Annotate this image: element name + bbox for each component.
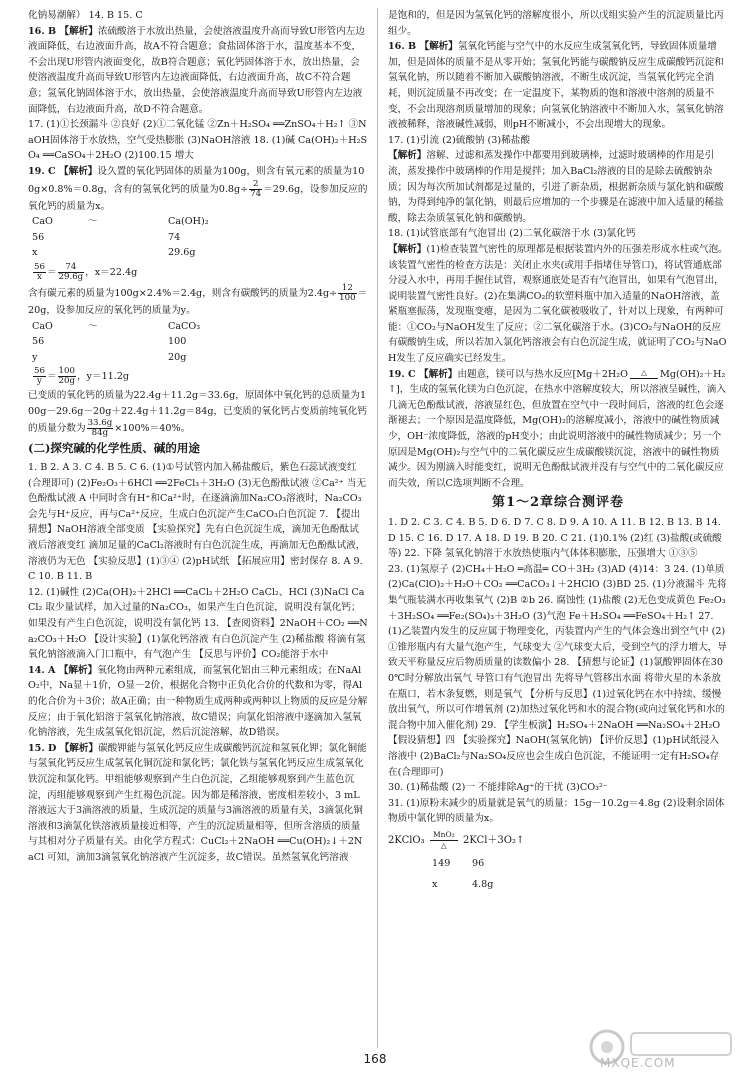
calc-row: CaO ～ CaCO₃ [32, 320, 201, 332]
right-column [388, 8, 728, 893]
calc-block-1 [32, 214, 368, 282]
reaction-condition: MnO₂ △ [430, 831, 458, 850]
mass-row: 149 96 [432, 857, 485, 869]
fraction-1: $\frac{2}{74}$ [250, 178, 262, 199]
left-q15: 15. D 【解析】碳酸钾能与氢氧化钙反应生成碳酸钙沉淀和氢氧化钾；氯化铜能与氢氧化钙反应生成氢氧化铜沉淀和氯化钙；氯化铁与氢氧化钙反应生成氢氧化铁沉淀和氯化钙。甲组能够观察到产生白色沉淀，乙组能够观察到产生蓝色沉淀，丙组能够观察到产生红褐色沉淀。因为都是稀溶液，密度相差较小，3 mL溶液远大于3滴溶液的质量，生成沉淀的质量与3滴溶液的质量有关，3滴氯化铜溶液和3滴氯化铁溶液质量接近相等，产生的沉淀质量相等，但所含溶质的质量与其相对分子质量有关。由化学方程式：CuCl₂＋2NaOH ══Cu(OH)₂↓＋2NaCl 可知，滴加3滴氢氧化钠溶液产生沉淀多，故C错误。虽然氢氧化钙溶液 [28, 742, 367, 863]
calc-row: CaO ～ Ca(OH)₂ [32, 216, 209, 228]
left-q16-text: 浓硫酸溶于水放出热量，会使溶液温度升高而导致U形管内左边液面降低，右边液面升高，故A不符合题意；食盐固体溶于水，温度基本不变，不会出现U形管内液面变化，故B符合题意；氧化钙固体溶于水，放出热量，会使溶液温度升高而导致U形管内左边液面降低，右边液面升高，故C不符合题意；氢氧化钠固体溶于水，放出热量，会使溶液温度升高而导致U形管内左边液面降低，右边液面升高，故D不符合题意。 [28, 25, 365, 115]
section2-answers-1: 1. B 2. A 3. C 4. B 5. C 6. (1)①号试管内加入稀盐酸后，紫色石蕊试液变红(合理即可) (2)Fe₂O₃＋6HCl ══2FeCl₃＋3H₂O (3)无色酚酞试液 ②Ca²⁺ 当无色酚酞试液 A 中同时含有H⁺和Ca²⁺时，在逐滴滴加Na₂CO₃溶液时，Na₂CO₃会先与H⁺反应，再与Ca²⁺反应，生成白色沉淀产生CaCO₃白色沉淀 7. 【提出猜想】NaOH溶液全部变质 【实验探究】先有白色沉淀生成，滴加无色酚酞试液后溶液变红 滴加足量的CaCl₂溶液时有白色沉淀生成，再滴加无色酚酞试液，溶液仍为无色 【实验反思】(1)③④ (2)pH试纸 【拓展应用】密封保存 8. A 9. C 10. B 11. B [28, 462, 366, 583]
page-number: 168 [363, 1052, 387, 1066]
right-q19: 19. C 【解析】由题意，镁可以与热水反应[Mg＋2H₂O △ Mg(OH)₂＋H₂↑]，生成的氢氧化镁为白色沉淀，在热水中溶解度较大，所以溶液呈碱性，滴入几滴无色酚酞试液，溶液显红色，但放置在空气中一段时间后，溶液的红色会逐渐褪去；一个原因是温度降低，Mg(OH)₂的溶解度减小，溶液中的碱性物质减少，OH⁻浓度降低，溶液的pH变小；由此说明溶液中的碱性物质减少；另一个原因是Mg(OH)₂与空气中的二氧化碳反应生成碳酸镁沉淀，溶液中的碱性物质减少。因为刚滴入时能变红，说明无色酚酞试液并没有与空气中的二氧化碳反应而失效，所以C选项判断不合理。 [388, 367, 726, 489]
calc-row: 56 74 [32, 231, 181, 243]
fraction-2: $\frac{12}{100}$ [339, 282, 356, 303]
right-top-text: 是饱和的，但是因为氢氧化钙的溶解度很小，所以戊组实验产生的沉淀质量比丙组少。 [388, 10, 724, 37]
right-q18-analysis: 【解析】(1)检查装置气密性的原理都是根据装置内外的压强差形成水柱或气泡。该装置气密性的检查方法是：关闭止水夹(或用手指堵住导管口)，将试管通底部分浸入水中，再用手握住试管，观察通底处是否有气泡冒出，如果有气泡冒出，说明装置气密性良好。(2)在集满CO₂的软塑料瓶中加入适量的NaOH溶液，盖紧瓶塞振荡，发现瓶变瘪，是因为二氧化碳被吸收了，针对以上现象，有两种可能：①CO₂与NaOH发生了反应；②二氧化碳溶于水。(3)CO₂与NaOH的反应有碳酸钠生成，所以若加入氯化钙溶液会有白色沉淀生成，就证明了CO₂与NaOH发生了反应确实已经发生。 [388, 243, 728, 365]
left-q14: 14. A 【解析】氧化物由两种元素组成，而氢氧化铝由三种元素组成；在NaAlO₂中，Na显＋1价，O显－2价，根据化合物中正负化合价的代数和为零，得Al的化合价为＋3价；故A正确；由一种物质生成两种或两种以上物质的反应是分解反应；由于氧化铝溶于氢氧化钠溶液，故C错误；向氯化铝溶液中逐滴加入氢氧化钠溶液，先生成氢氧化铝沉淀，然后沉淀溶解，故D错误。 [28, 664, 368, 739]
left-q19 [28, 164, 368, 214]
left-q19-part3: 已变质的氧化钙的质量为22.4g＋11.2g＝33.6g，原固体中氧化钙的总质量为100g－29.6g－20g＋22.4g＋11.2g＝84g，已变质的氧化钙占变质前纯氧化钙的质量分数为 $\frac{33.6g}{84g}$ ×100%＝40%。 [28, 390, 368, 439]
chapter-answers-3: 30. (1)稀盐酸 (2)一 不能排除Ag⁺的干扰 (3)CO₃²⁻ [388, 782, 608, 794]
chapter-answers-4: 31. (1)原粉末减少的质量就是氧气的质量：15g－10.2g＝4.8g (2)设剩余固体物质中氯化钾的质量为x。 [388, 797, 725, 825]
calc-row: 56 100 [32, 336, 187, 348]
left-q19-head: 19. C 【解析】 [28, 165, 98, 177]
proportion-equation: $\frac{56}{y}$ ＝ $\frac{100}{20g}$ ，y＝11.2g [34, 366, 130, 387]
reaction-condition: △ [630, 369, 658, 380]
decomposition-equation: 2KClO₃ MnO₂ △ 2KCl＋3O₂↑ [388, 829, 525, 850]
mass-row: x 4.8g [432, 879, 494, 891]
calc-row: y 20g [32, 351, 187, 363]
left-q19-part2: 含有碳元素的质量为100g×2.4%＝2.4g，则含有碳酸钙的质量为2.4g÷ $\frac{12}{100}$ ＝20g，设参加反应的氧化钙的质量为y。 [28, 282, 368, 316]
left-q19-text1: 设久置的氧化钙固体的质量为100g，则含有氧元素的质量为100g×0.8%＝0.8g，含有的氢氧化钙的质量为0.8g÷ [28, 165, 365, 195]
left-q16-head: 16. B 【解析】 [28, 25, 98, 37]
calc-block-2 [32, 319, 368, 387]
column-divider [377, 8, 378, 1048]
left-q17-q18: 17. (1)①长颈漏斗 ②良好 (2)①二氧化锰 ②Zn＋H₂SO₄ ══ZnSO₄＋H₂↑ ③NaOH固体溶于水放热，空气受热膨胀 (3)NaOH溶液 18. (1)碱 Ca(OH)₂＋H₂SO₄ ══CaSO₄＋2H₂O (2)100.15 增大 [28, 119, 368, 162]
section2-answers-2: 12. (1)碱性 (2)Ca(OH)₂＋2HCl ══CaCl₂＋2H₂O CaCl₂、HCl (3)NaCl CaCl₂ 取少量试样，加入过量的Na₂CO₃，如果产生白色沉淀，说明没有氯化钙；如果没有产生白色沉淀，说明没有氯化钙 13. 【查阅资料】2NaOH＋CO₂ ══Na₂CO₃＋H₂O 【设计实验】(1)氯化钙溶液 有白色沉淀产生 (2)稀盐酸 将滴有氢氧化钠溶液滴入门口瓶中，有气泡产生 【反思与评价】CO₂能溶于水中 [28, 586, 368, 661]
left-q19-text2: ＝29.6g，设参加反应的氧化钙的质量为x。 [28, 183, 368, 212]
watermark-text: MXQE.COM [600, 1056, 676, 1070]
left-q16 [28, 24, 368, 118]
right-q17: 17. (1)引流 (2)硫酸钠 (3)稀盐酸 [388, 134, 530, 146]
proportion-equation: $\frac{56}{x}$ ＝ $\frac{74}{29.6g}$ ，x＝22.4g [34, 261, 138, 282]
left-top-answers: 化钠易潮解） 14. B 15. C [28, 10, 143, 21]
right-q17-analysis: 【解析】溶解、过滤和蒸发操作中都要用到玻璃棒，过滤时玻璃棒的作用是引流，蒸发操作中玻璃棒的作用是搅拌；加入BaCl₂溶液的目的是除去硫酸钠杂质；因为每次所加试剂都是过量的，引进了新杂质，根据新杂质与氯化钠和碳酸钠，为得到纯净的氯化钠，则最后应增加的一个步骤是在滤液中加入适量的稀盐酸，除去杂质氢氧化钠和碳酸钠。 [388, 150, 724, 224]
right-q18: 18. (1)试管底部有气泡冒出 (2)二氧化碳溶于水 (3)氯化钙 [388, 228, 636, 240]
calc-row: x 29.6g [32, 247, 196, 259]
fraction-3: $\frac{33.6g}{84g}$ [87, 418, 113, 439]
right-q16: 16. B 【解析】氢氧化钙能与空气中的水反应生成氢氧化钙，导致固体质量增加，但是固体的质量不是从零开始；氢氧化钙能与碳酸钠反应生成碳酸钙沉淀和氢氧化钠，所以随着不断加入碳酸钠溶液，不断生成沉淀，当氢氧化钙完全消耗，则沉淀质量不再改变；在一定温度下，某物质的饱和溶液中溶剂的质量不变，不会出现溶剂质量增加的现象；向氢氧化钠溶液中不断加入水，氢氧化钠溶液被稀释，溶液碱性减弱，则pH不断减小，不会出现增大的现象。 [388, 41, 724, 131]
chapter-answers-2: 23. (1)氢原子 (2)CH₄＋H₂O ═高温═ CO＋3H₂ (3)AD (4)14：3 24. (1)单质 (2)Ca(ClO)₂＋H₂O＋CO₂ ══CaCO₃↓＋2HClO (3)BD 25. (1)分液漏斗 先将集气瓶装满水再收集氧气 (2)B ②b 26. 腐蚀性 (1)盐酸 (2)无色变成黄色 Fe₂O₃＋3H₂SO₄ ══Fe₂(SO₄)₃＋3H₂O (3)气泡 Fe＋H₂SO₄ ══FeSO₄＋H₂↑ 27. (1)乙装置内发生的反应属于物理变化，丙装置内产生的气体会逸出到空气中 (2)①锥形瓶内有大量气泡产生，气球变大 ②气球变大后，受到空气的浮力增大，导致天平称量反应后物质质量的读数偏小 28. 【猜想与论证】(1)氯酸钾固体在300℃时分解放出氧气 导管口有气泡冒出 先将导气管移出水面 将带火星的木条放在瓶口，若木条复燃，则是氧气 【分析与反思】(1)过氧化钙在水中持续、缓慢放出氧气，所以可作增氧剂 (2)加热过氧化钙和水的混合物(或向过氧化钙和水的混合物中加入催化剂) 29. 【学生板演】H₂SO₄＋2NaOH ══Na₂SO₄＋2H₂O 【假设猜想】四 【实验探究】NaOH(氢氧化钠) 【评价反思】(1)pH试纸浸入溶液中 (2)BaCl₂与Na₂SO₄反应也会生成白色沉淀，不能证明一定有H₂SO₄存在(合理即可) [388, 563, 728, 778]
section-title: (二)探究碱的化学性质、碱的用途 [28, 441, 200, 456]
chapter-title: 第1～2章综合测评卷 [491, 495, 625, 511]
left-column [28, 8, 368, 866]
chapter-answers-1: 1. D 2. C 3. C 4. B 5. D 6. D 7. C 8. D 9. A 10. A 11. B 12. B 13. B 14. D 15. C 16. D 17. A 18. D 19. B 20. C 21. (1)0.1% (2)红 (3)盐酸(或硫酸等) 22. 下降 氢氧化钠溶于水放热使瓶内气体体积膨胀，压强增大 ①③⑤ [388, 517, 724, 560]
